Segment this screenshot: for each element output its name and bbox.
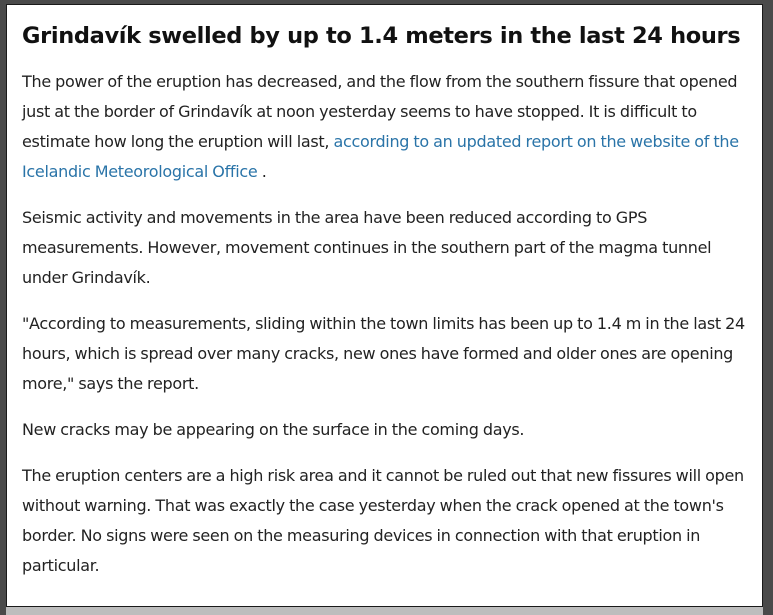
met-office-report-link[interactable]: according to an updated report on the website of the Icelandic Meteorological Office <box>22 132 739 181</box>
underlying-page-edge <box>6 607 763 615</box>
article-title: Grindavík swelled by up to 1.4 meters in the last 24 hours <box>22 23 741 49</box>
paragraph-1-text-end: . <box>257 162 267 181</box>
article-paragraph-1 <box>22 67 748 187</box>
article-paragraph-3: "According to measurements, sliding within the town limits has been up to 1.4 m in the last 24 hours, which is spread over many cracks, new ones have formed and older ones are opening more," says the report. <box>22 314 745 393</box>
article-paragraph-5: The eruption centers are a high risk area and it cannot be ruled out that new fissures will open without warning. That was exactly the case yesterday when the crack opened at the town's border. No signs were seen on the measuring devices in connection with that eruption in particular. <box>22 466 744 575</box>
article-paragraph-4: New cracks may be appearing on the surface in the coming days. <box>22 420 525 439</box>
paragraph-1-text: The power of the eruption has decreased, and the flow from the southern fissure that opened just at the border of Grindavík at noon yesterday seems to have stopped. It is difficult to estimate how long the eruption will last, <box>22 72 738 151</box>
article-card <box>6 4 763 607</box>
article-paragraph-2: Seismic activity and movements in the area have been reduced according to GPS measurements. However, movement continues in the southern part of the magma tunnel under Grindavík. <box>22 208 712 287</box>
